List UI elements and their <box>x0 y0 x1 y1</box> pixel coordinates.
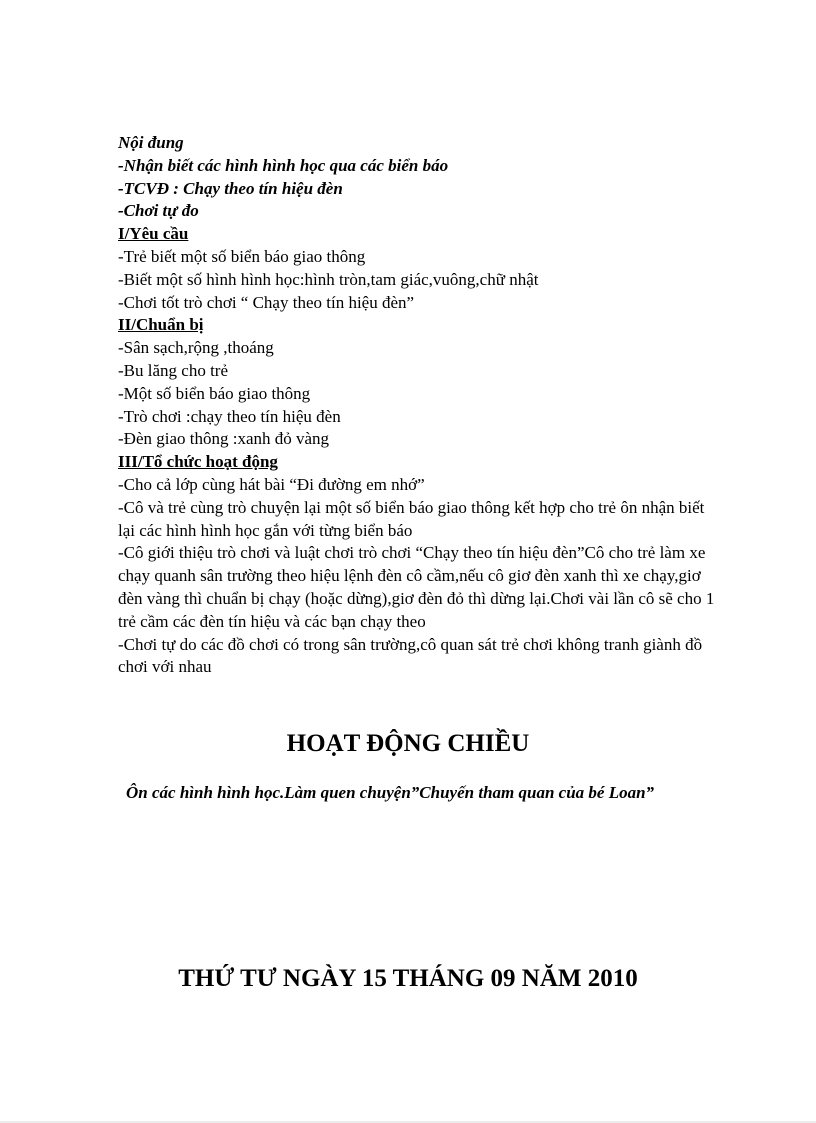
requirement-item: -Chơi tốt trò chơi “ Chạy theo tín hiệu đèn” <box>118 292 415 312</box>
preparation-item: -Đèn giao thông :xanh đỏ vàng <box>118 429 330 449</box>
preparation-item: -Một số biển báo giao thông <box>118 383 311 403</box>
preparation-item: -Sân sạch,rộng ,thoáng <box>118 338 274 358</box>
requirements-heading: I/Yêu cầu <box>118 224 189 244</box>
requirement-item: -Biết một số hình hình học:hình tròn,tam giác,vuông,chữ nhật <box>118 269 539 289</box>
lesson-content <box>118 132 718 679</box>
activity-item: -Cho cả lớp cùng hát bài “Đi đường em nhớ” <box>118 474 425 494</box>
content-item: -TCVĐ : Chạy theo tín hiệu đèn <box>118 178 343 198</box>
preparation-heading: II/Chuẩn bị <box>118 315 204 335</box>
content-label: Nội đung <box>118 133 184 152</box>
activity-item: -Cô và trẻ cùng trò chuyện lại một số biển báo giao thông kết hợp cho trẻ ôn nhận biết lại các hình hình học gắn với từng biển báo <box>118 497 705 540</box>
content-item: -Nhận biết các hình hình học qua các biển báo <box>118 155 449 175</box>
afternoon-subtitle: Ôn các hình hình học.Làm quen chuyện”Chuyến tham quan của bé Loan” <box>126 783 655 802</box>
preparation-item: -Bu lăng cho trẻ <box>118 360 228 380</box>
content-item: -Chơi tự đo <box>118 201 199 221</box>
requirement-item: -Trẻ biết một số biển báo giao thông <box>118 246 366 266</box>
activity-item: -Chơi tự do các đồ chơi có trong sân trường,cô quan sát trẻ chơi không tranh giành đồ chơi với nhau <box>118 634 703 677</box>
preparation-item: -Trò chơi :chạy theo tín hiệu đèn <box>118 406 341 426</box>
activity-item: -Cô giới thiệu trò chơi và luật chơi trò chơi “Chạy theo tín hiệu đèn”Cô cho trẻ làm xe chạy quanh sân trường theo hiệu lệnh đèn cô cầm,nếu cô giơ đèn xanh thì xe chạy,giơ đèn vàng thì chuẩn bị chạy (hoặc dừng),giơ đèn đỏ thì dừng lại.Chơi vài lần cô sẽ cho 1 trẻ cầm các đèn tín hiệu và các bạn chạy theo <box>118 543 715 631</box>
activities-heading: III/Tổ chức hoạt động <box>118 452 278 472</box>
afternoon-title: HOẠT ĐỘNG CHIỀU <box>286 730 530 757</box>
next-day-title: THỨ TƯ NGÀY 15 THÁNG 09 NĂM 2010 <box>178 965 638 992</box>
